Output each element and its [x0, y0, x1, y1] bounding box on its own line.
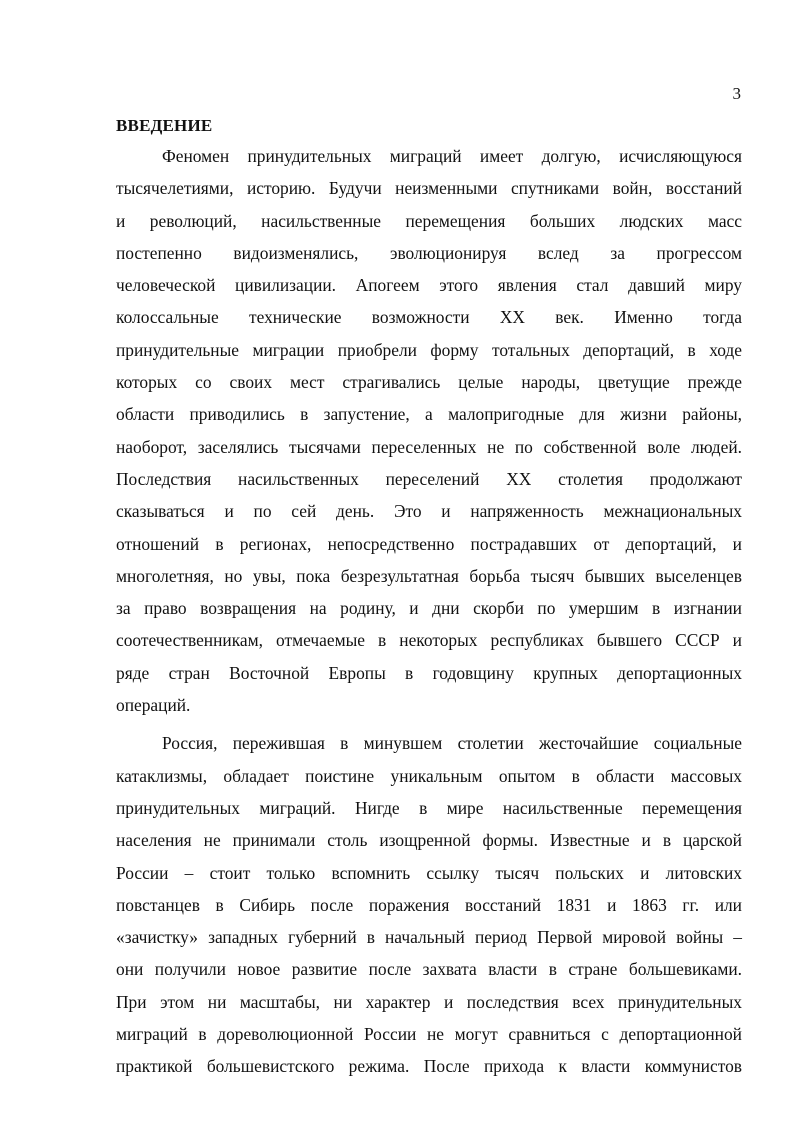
text-line: человеческой цивилизации. Апогеем этого явления стал давший миру [116, 275, 742, 296]
page-number: 3 [732, 84, 741, 103]
text-line: «зачистку» западных губерний в начальный период Первой мировой войны – [116, 927, 742, 948]
text-line: принудительные миграции приобрели форму тотальных депортаций, в ходе [116, 339, 742, 360]
text-line: за право возвращения на родину, и дни скорби по умершим в изгнании [116, 598, 742, 619]
text-line: принудительных миграций. Нигде в мире насильственные перемещения [116, 797, 742, 818]
text-line: наоборот, заселялись тысячами переселенных не по собственной воле людей. [116, 436, 742, 457]
text-line: России – стоит только вспомнить ссылку тысяч польских и литовских [116, 862, 742, 883]
text-line: они получили новое развитие после захвата власти в стране большевиками. [116, 959, 742, 980]
section-heading: ВВЕДЕНИЕ [116, 116, 213, 135]
text-line: многолетняя, но увы, пока безрезультатная борьба тысяч бывших выселенцев [116, 565, 742, 586]
text-line: Феномен принудительных миграций имеет долгую, исчисляющуюся [162, 146, 742, 166]
paragraph-2 [116, 727, 742, 1082]
text-line: тысячелетиями, историю. Будучи неизменными спутниками войн, восстаний [116, 178, 742, 199]
text-line: населения не принимали столь изощренной формы. Известные и в царской [116, 830, 742, 851]
text-line: которых со своих мест страгивались целые народы, цветущие прежде [116, 372, 742, 393]
text-line: ряде стран Восточной Европы в годовщину крупных депортационных [116, 662, 742, 683]
text-line: практикой большевистского режима. После прихода к власти коммунистов [116, 1056, 742, 1077]
text-line: области приводились в запустение, а малопригодные для жизни районы, [116, 404, 742, 425]
text-line: сказываться и по сей день. Это и напряженность межнациональных [116, 501, 742, 522]
text-line: и революций, насильственные перемещения больших людских масс [116, 210, 742, 231]
text-line: При этом ни масштабы, ни характер и последствия всех принудительных [116, 991, 742, 1012]
text-line: колоссальные технические возможности XX век. Именно тогда [116, 307, 742, 328]
text-line: отношений в регионах, непосредственно пострадавших от депортаций, и [116, 533, 742, 554]
paragraph-1 [116, 140, 742, 721]
text-line: Последствия насильственных переселений XX столетия продолжают [116, 468, 742, 489]
text-line: катаклизмы, обладает поистине уникальным опытом в области массовых [116, 765, 742, 786]
text-line: постепенно видоизменялись, эволюционируя вслед за прогрессом [116, 242, 742, 263]
text-line: миграций в дореволюционной России не могут сравниться с депортационной [116, 1024, 742, 1045]
document-body [116, 112, 742, 1083]
text-line: соотечественникам, отмечаемые в некоторых республиках бывшего СССР и [116, 630, 742, 651]
text-line: операций. [116, 695, 191, 716]
text-line: Россия, пережившая в минувшем столетии жесточайшие социальные [162, 733, 742, 754]
text-line: повстанцев в Сибирь после поражения восстаний 1831 и 1863 гг. или [116, 894, 742, 915]
